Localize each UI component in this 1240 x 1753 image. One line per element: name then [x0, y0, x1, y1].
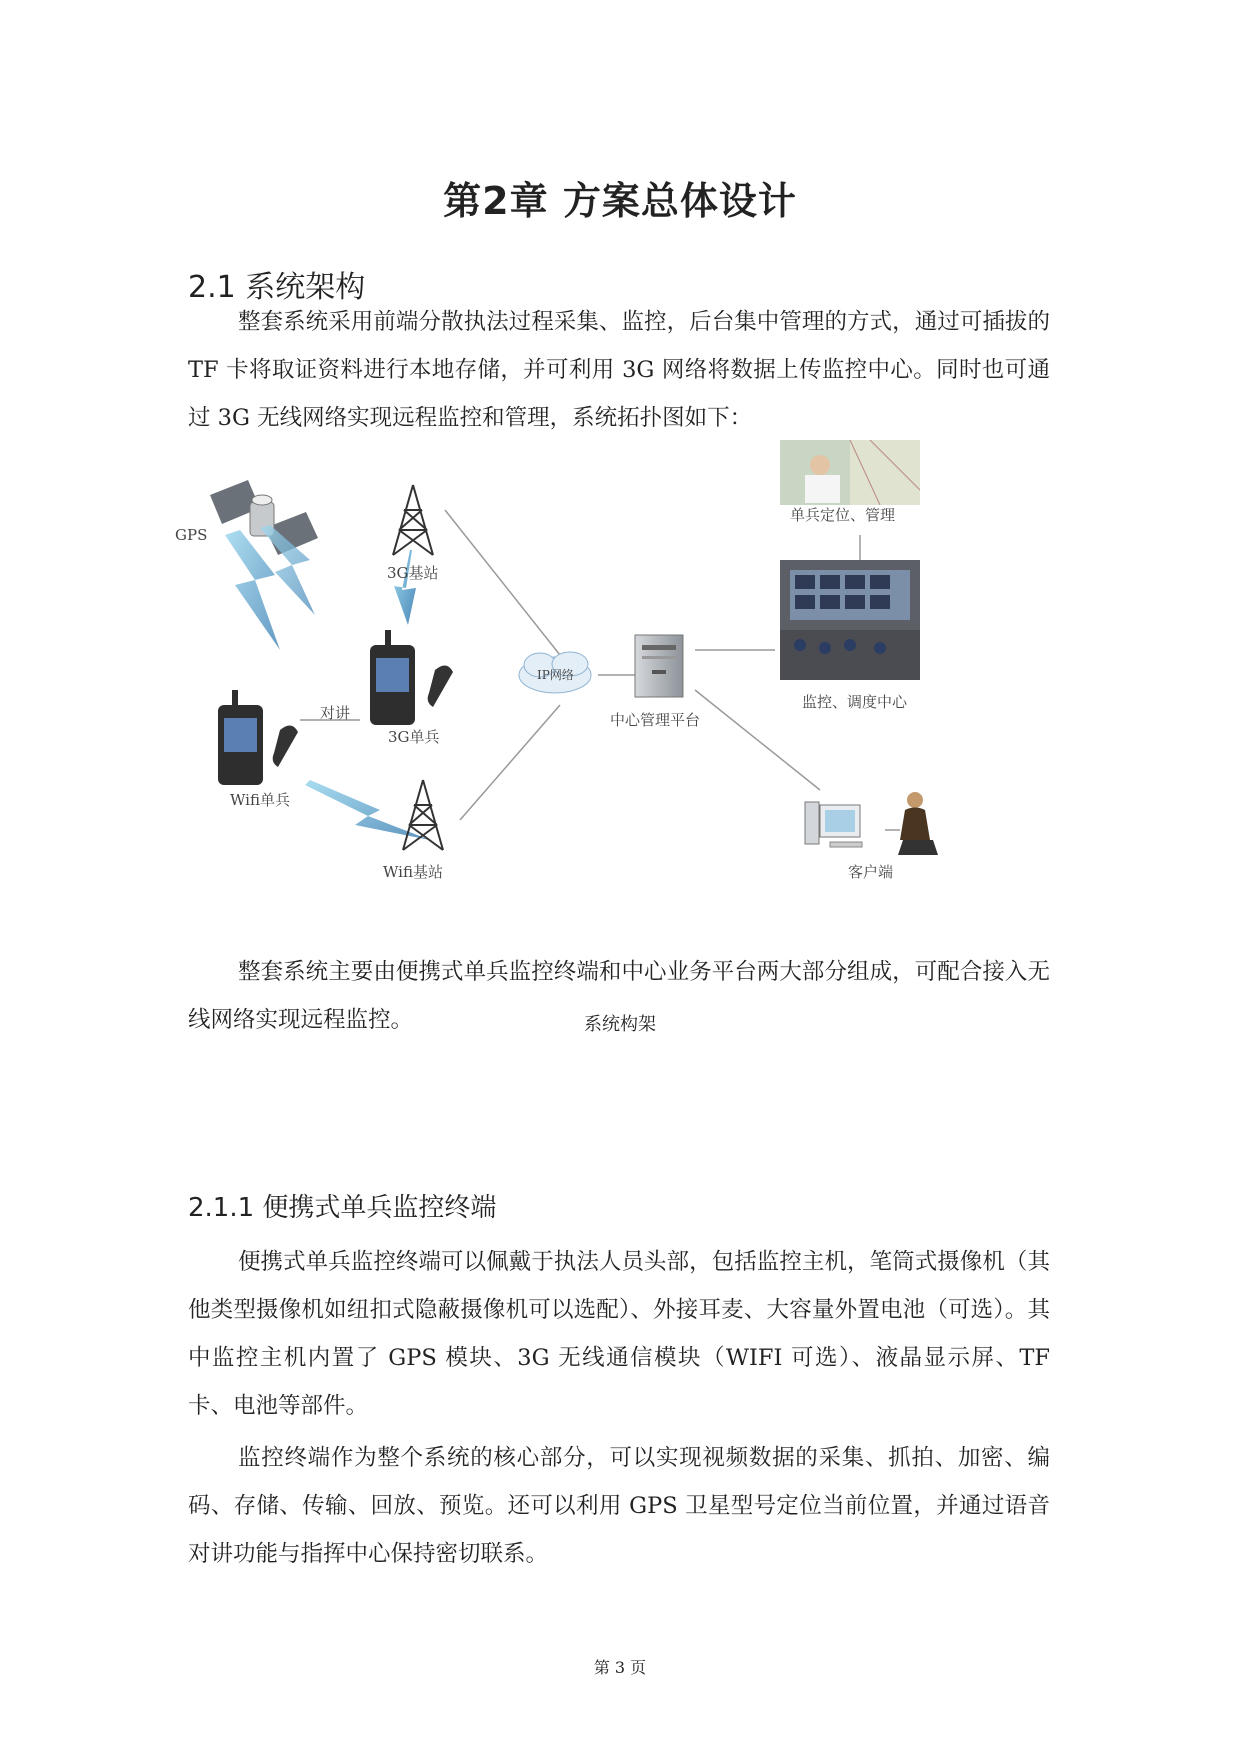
figure-caption: 系统构架 — [584, 1014, 656, 1035]
3g-tower-icon — [393, 485, 433, 555]
intercom-label: 对讲 — [320, 704, 351, 722]
subsection-heading: 2.1.1 便携式单兵监控终端 — [188, 1193, 497, 1223]
subsection-paragraph-2: 监控终端作为整个系统的核心部分，可以实现视频数据的采集、抓拍、加密、编码、存储、传输、回放、预览。还可以利用 GPS 卫星型号定位当前位置，并通过语音对讲功能与指挥中心保持密切联系。 — [188, 1445, 1050, 1567]
subsection-paragraph-1: 便携式单兵监控终端可以佩戴于执法人员头部，包括监控主机，笔筒式摄像机（其他类型摄像机如纽扣式隐蔽摄像机可以选配）、外接耳麦、大容量外置电池（可选）。其中监控主机内置了 GPS 模块、3G 无线通信模块（WIFI 可选）、液晶显示屏、TF 卡、电池等部件。 — [188, 1249, 1050, 1419]
monitor-center-label: 监控、调度中心 — [802, 693, 908, 711]
wireless-bolt-icon — [225, 530, 280, 650]
wifi-handheld-icon — [218, 690, 298, 785]
link-3g-base-ip — [445, 510, 560, 655]
positioning-label: 单兵定位、管理 — [790, 506, 896, 524]
3g-base-label: 3G基站 — [387, 564, 439, 582]
positioning-photo — [780, 440, 920, 505]
operator-icon — [898, 792, 938, 855]
section-paragraph-2: 整套系统主要由便携式单兵监控终端和中心业务平台两大部分组成，可配合接入无线网络实现远程监控。 — [188, 959, 1050, 1033]
ip-network-label: IP网络 — [537, 668, 574, 682]
server-icon — [635, 635, 683, 697]
page-number: 第 3 页 — [593, 1658, 647, 1677]
section-heading: 2.1 系统架构 — [188, 270, 366, 305]
section-paragraph-1: 整套系统采用前端分散执法过程采集、监控，后台集中管理的方式，通过可插拔的 TF 卡将取证资料进行本地存储，并可利用 3G 网络将数据上传监控中心。同时也可通过 3G 无线网络实现远程监控和管理，系统拓扑图如下： — [188, 309, 1050, 431]
link-wifi-base-ip — [460, 705, 560, 820]
wifi-base-label: Wifi基站 — [383, 863, 443, 881]
client-computer-icon — [805, 802, 862, 847]
center-platform-label: 中心管理平台 — [610, 711, 701, 729]
wireless-bolt-icon — [394, 550, 416, 625]
client-label: 客户端 — [848, 863, 894, 881]
wifi-unit-label: Wifi单兵 — [230, 791, 290, 809]
wireless-bolt-icon — [305, 780, 430, 840]
satellite-icon — [210, 480, 318, 555]
gps-label: GPS — [175, 526, 208, 544]
chapter-title: 第2章 方案总体设计 — [443, 179, 797, 223]
system-topology-diagram — [175, 480, 1060, 1000]
monitor-center-photo — [780, 560, 920, 680]
3g-unit-label: 3G单兵 — [388, 728, 440, 746]
wifi-tower-icon — [403, 780, 443, 850]
3g-handheld-icon — [370, 630, 453, 725]
